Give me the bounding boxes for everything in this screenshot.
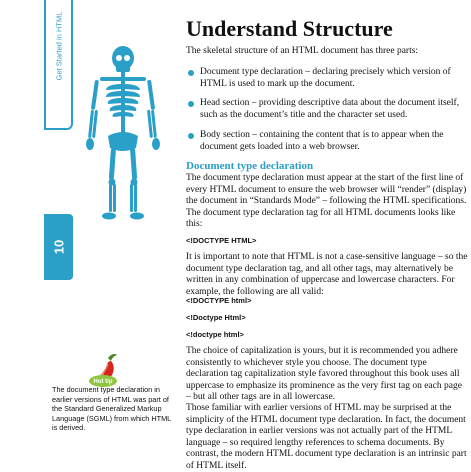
page-title: Understand Structure — [186, 16, 393, 41]
skeleton-icon — [80, 44, 166, 222]
section-heading: Document type declaration — [186, 160, 314, 172]
bullet-head — [186, 98, 468, 121]
hot-tip-text: The document type declaration in earlier versions of HTML was part of the Standard Generalized Markup Language (SGML) from which HTML is derived. — [52, 385, 171, 433]
code-sample: <!DOCTYPE HTML> — [186, 236, 257, 245]
bullet-dot-icon — [188, 101, 194, 107]
code-sample: <!Doctype Html> — [186, 313, 246, 322]
hot-tip-badge: Hot tip — [93, 379, 113, 385]
bullet-dot-icon — [188, 70, 194, 76]
bullet-text: Head section – providing descriptive data about the document itself, such as the document’s title and the character set used. — [200, 98, 460, 120]
case-paragraph: It is important to note that HTML is not a case-sensitive language – so the document type declaration tag, and all other tags, may alternatively be written in any combination of uppercase and lowercase characters. For example, the following are all valid: — [186, 252, 468, 297]
page-number: 10 — [51, 239, 66, 255]
doctype-paragraph: The document type declaration must appear at the start of the first line of every HTML document to ensure the web browser will “render” (display) the document in “Standards Mode” – following the HTML specifications. The document type declaration tag for all HTML documents looks like this: — [186, 173, 467, 229]
capitalization-paragraph: The choice of capitalization is yours, but it is recommended you adhere consistently to whichever style you choose. The document type declaration tag capitalization style favored throughout this book uses all uppercase to emphasize its prominence as the very first tag on each page – but all other tags are in all lowercase. — [186, 346, 462, 402]
history-paragraph: Those familiar with earlier versions of HTML may be surprised at the simplicity of the HTML document type declaration. In fact, the document type declaration in earlier versions was not actually part of the HTML language – so required lengthy references to schema documents. By contrast, the modern HTML document type declaration is an intrinsic part of HTML itself. — [186, 403, 467, 471]
bullet-dot-icon — [188, 133, 194, 139]
bullet-doctype — [186, 67, 468, 90]
code-sample: <!doctype html> — [186, 330, 244, 339]
bullet-text: Document type declaration – declaring precisely which version of HTML is used to mark up the document. — [200, 67, 451, 89]
page-number-tab — [44, 214, 73, 280]
bullet-text: Body section – containing the content that is to appear when the document gets loaded into a web browser. — [200, 130, 444, 152]
bullet-body — [186, 130, 468, 153]
intro-paragraph: The skeletal structure of an HTML document has three parts: — [186, 46, 419, 56]
code-sample: <!DOCTYPE html> — [186, 296, 252, 305]
chapter-tab-label: Get Started in HTML — [54, 11, 63, 81]
chapter-side-tab — [44, 0, 73, 130]
